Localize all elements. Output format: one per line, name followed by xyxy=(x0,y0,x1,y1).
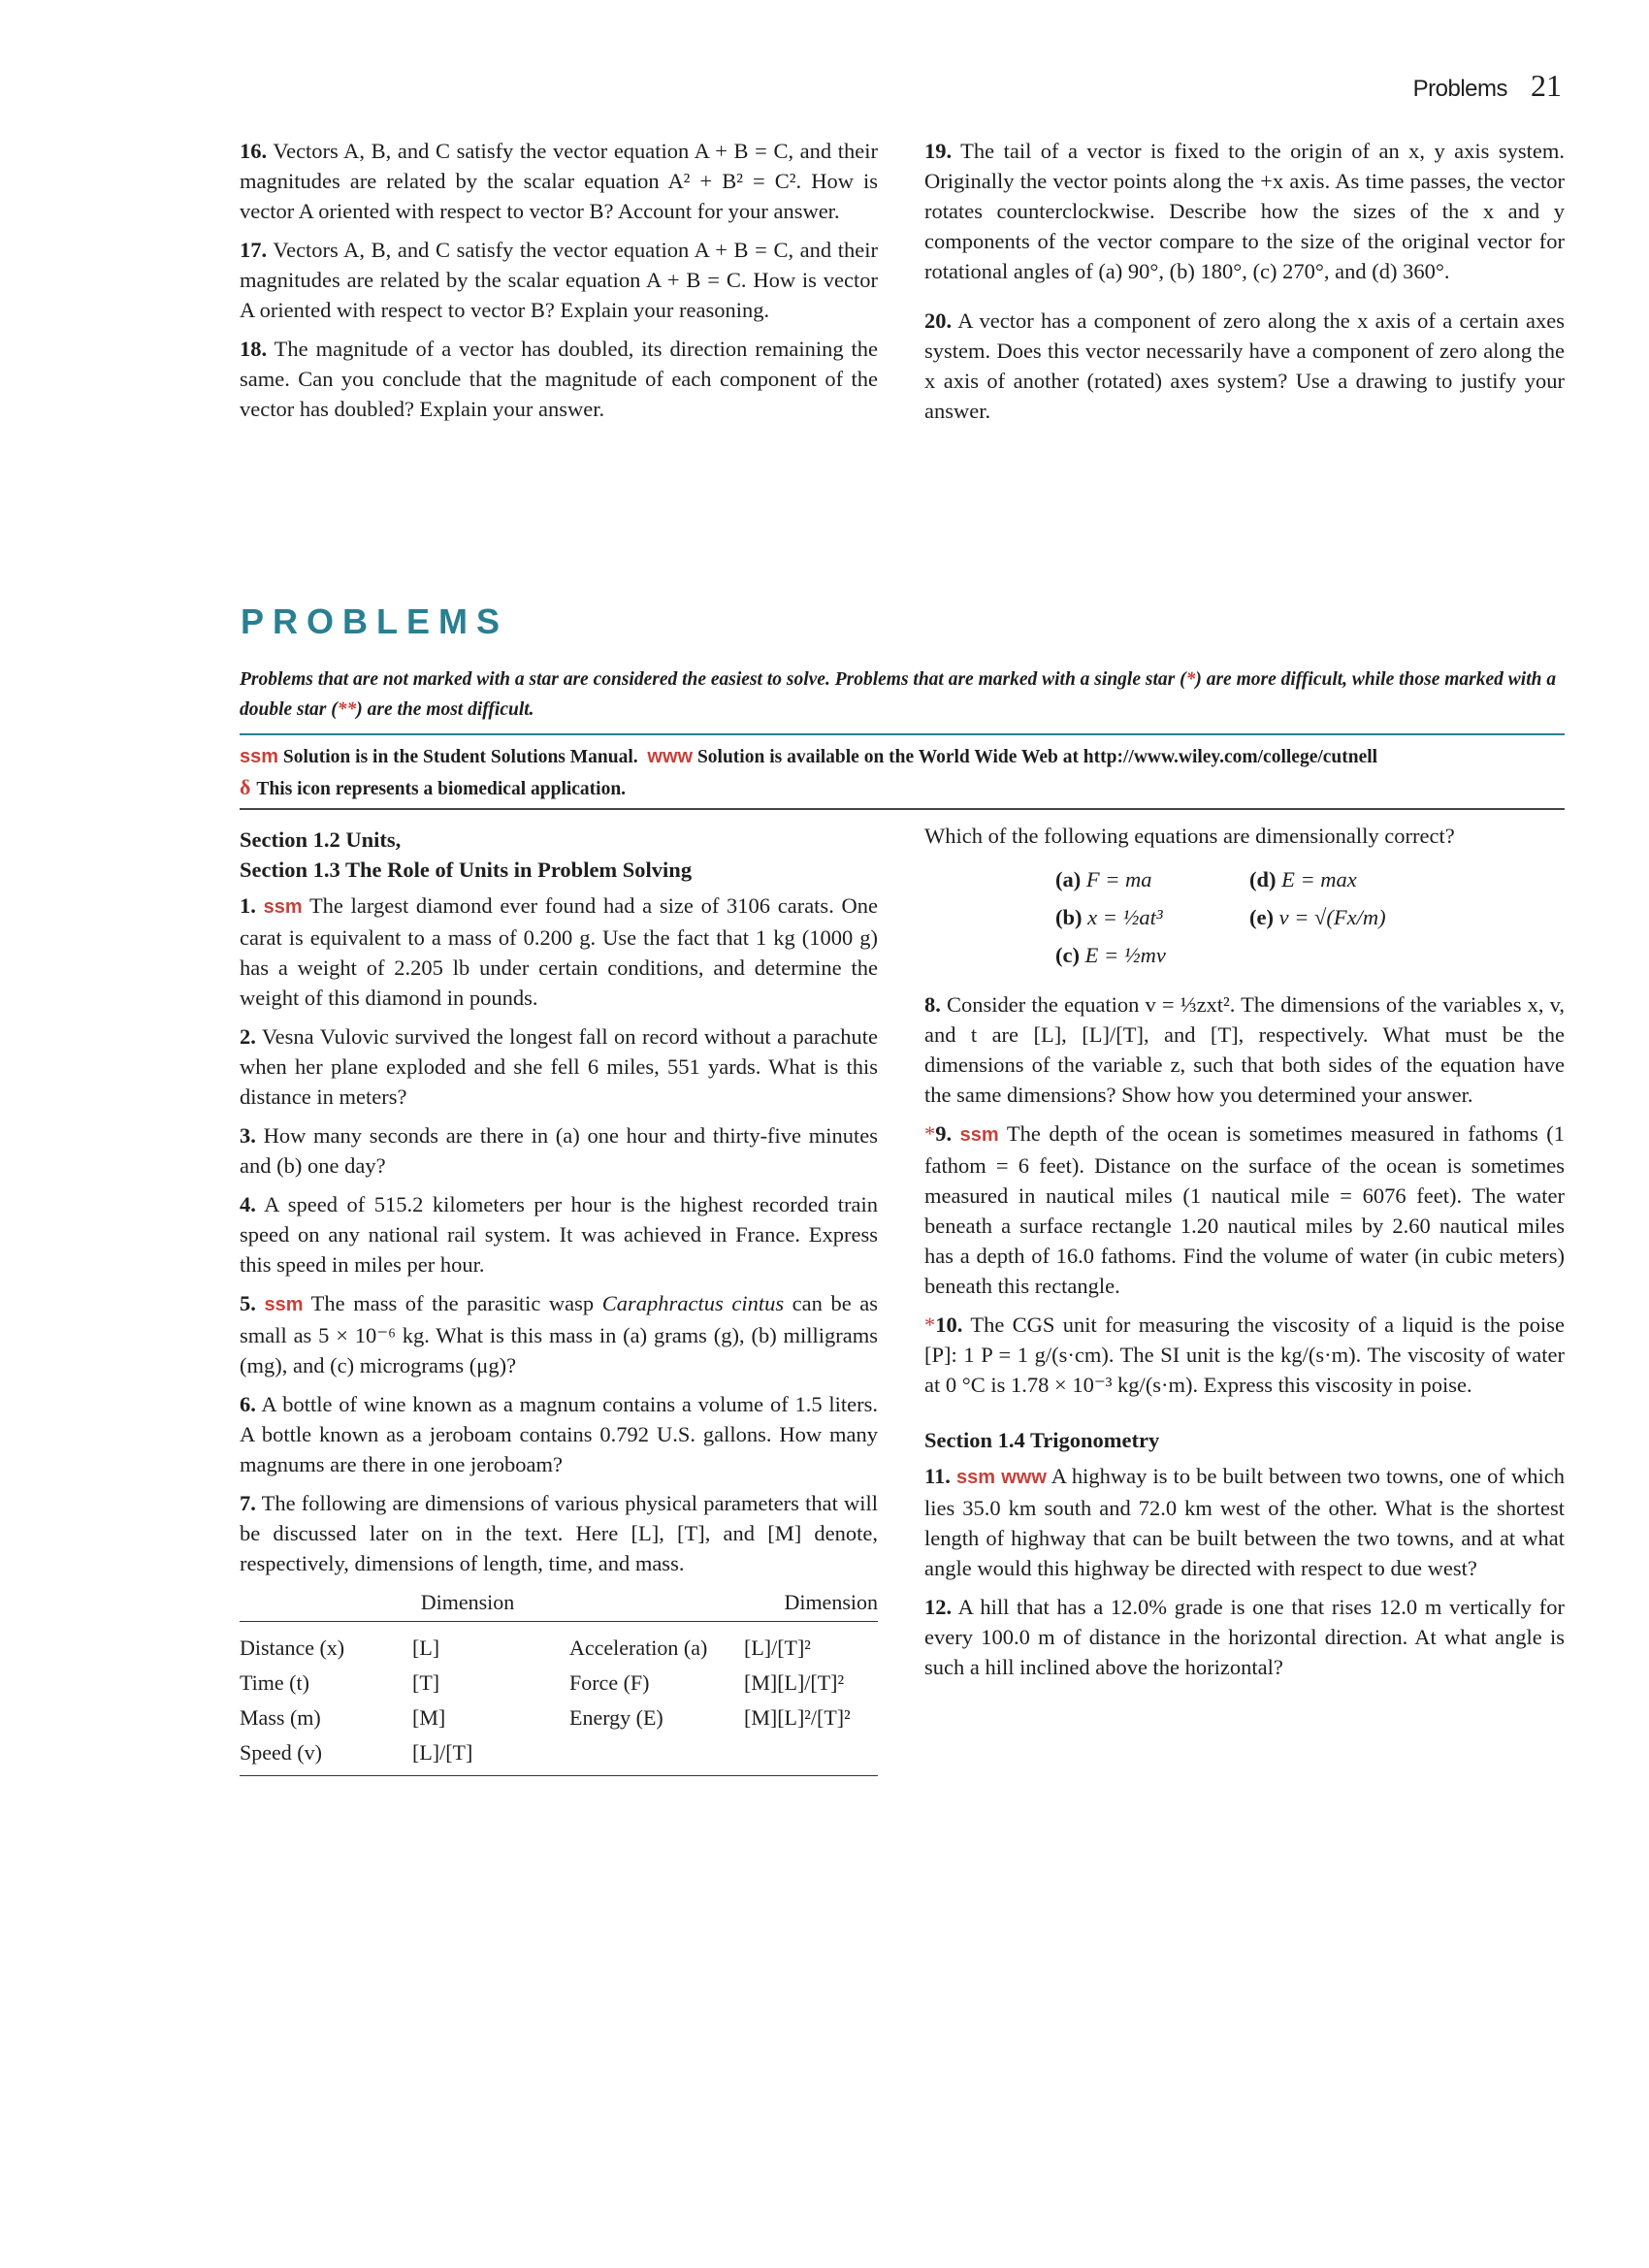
problem-10: *10. The CGS unit for measuring the viscosity of a liquid is the poise [P]: 1 P = 1 g/(s·cm). The SI unit is the kg/(s·m). The viscosity of water at 0 °C is 1.78 × 10⁻³ kg/(s·m). Express this viscosity in poise. xyxy=(924,1312,1565,1397)
problem-1: 1. ssm The largest diamond ever found had a size of 3106 carats. One carat is equivalent to a mass of 0.200 g. Use the fact that 1 kg (1000 g) has a weight of 2.205 lb under certain conditions, and determine the weight of this diamond in pounds. xyxy=(240,893,879,1010)
double-star-icon: ** xyxy=(337,699,357,720)
problem-7-question: Which of the following equations are dimensionally correct? xyxy=(924,824,1455,848)
question-18: 18. The magnitude of a vector has doubled, its direction remaining the same. Can you conclude that the magnitude of each component of the vector has doubled? Explain your answer. xyxy=(240,337,879,421)
equation-c: (c) E = ½mv xyxy=(1055,943,1166,967)
problem-2: 2. Vesna Vulovic survived the longest fall on record without a parachute when her plane exploded and she fell 6 miles, 551 yards. What is this distance in meters? xyxy=(240,1024,878,1109)
question-20: 20. A vector has a component of zero along the x axis of a certain axes system. Does this vector necessarily have a component of zero along the x axis of another (rotated) axes system? Use a drawing to justify your answer. xyxy=(924,308,1565,423)
question-17: 17. Vectors A, B, and C satisfy the vector equation A + B = C, and their magnitudes are related by the scalar equation A + B = C. How is vector A oriented with respect to vector B? Explain your reasoning. xyxy=(240,238,878,322)
legend-ssm-line: ssm Solution is in the Student Solutions Manual. www Solution is available on the World Wide Web at http://www.wiley.com/college/cutnell xyxy=(240,746,1378,767)
questions-right-column xyxy=(924,136,1565,435)
ssm-tag: ssm xyxy=(956,1467,996,1488)
legend-top-rule xyxy=(240,733,1565,735)
problem-8: 8. Consider the equation v = ⅓zxt². The dimensions of the variables x, v, and t are [L], [L]/[T], and [T], respectively. What must be the dimensions of the variable z, such that both sides of the equation have the same dimensions? Show how you determined your answer. xyxy=(924,992,1566,1107)
running-head xyxy=(1413,68,1562,104)
table-row: Time (t) [T] Force (F) [M][L]/[T]² xyxy=(240,1670,845,1695)
www-tag: www xyxy=(647,746,694,767)
legend-bottom-rule xyxy=(240,808,1565,810)
equation-a: (a) F = ma xyxy=(1055,867,1152,891)
ssm-tag: ssm xyxy=(240,746,279,767)
table-header: Dimension xyxy=(420,1590,515,1614)
problem-6: 6. A bottle of wine known as a magnum contains a volume of 1.5 liters. A bottle known as a jeroboam contains 0.792 U.S. gallons. How many magnums are there in one jeroboam? xyxy=(240,1392,878,1476)
equation-list xyxy=(1055,860,1565,974)
questions-left-column xyxy=(240,136,878,433)
star-icon: * xyxy=(924,1121,936,1146)
section-heading-units: Section 1.2 Units, Section 1.3 The Role of Units in Problem Solving xyxy=(240,827,693,882)
problem-3: 3. How many seconds are there in (a) one hour and thirty-five minutes and (b) one day? xyxy=(240,1123,879,1178)
ssm-tag: ssm xyxy=(959,1124,999,1146)
question-16: 16. Vectors A, B, and C satisfy the vector equation A + B = C, and their magnitudes are related by the scalar equation A² + B² = C². How is vector A oriented with respect to vector B? Account for your answer. xyxy=(240,139,878,223)
equation-b: (b) x = ½at³ xyxy=(1055,905,1163,929)
legend-bio-line: δ This icon represents a biomedical application. xyxy=(240,775,627,799)
star-icon: * xyxy=(924,1312,936,1337)
table-row: Mass (m) [M] Energy (E) [M][L]²/[T]² xyxy=(240,1705,851,1730)
problem-7: 7. The following are dimensions of various physical parameters that will be discussed later on in the text. Here [L], [T], and [M] denote, respectively, dimensions of length, time, and mass. xyxy=(240,1491,878,1575)
problem-11: 11. ssm www A highway is to be built between two towns, one of which lies 35.0 km south and 72.0 km west of the other. What is the shortest length of highway that can be built between the two towns, and at what angle would this highway be directed with respect to due west? xyxy=(924,1464,1566,1580)
dimension-table xyxy=(240,1582,878,1776)
difficulty-note: Problems that are not marked with a star are considered the easiest to solve. Problems that are marked with a single star (*) are more difficult, while those marked with a double star (**) are the most difficult. xyxy=(240,669,1557,720)
www-tag: www xyxy=(1001,1467,1047,1488)
table-row: Speed (v) [L]/[T] xyxy=(240,1740,473,1765)
problems-left-column xyxy=(240,825,878,1776)
table-header: Dimension xyxy=(784,1590,878,1614)
problem-12: 12. A hill that has a 12.0% grade is one that rises 12.0 m vertically for every 100.0 m of distance in the horizontal direction. At what angle is such a hill inclined above the horizontal? xyxy=(924,1595,1565,1679)
single-star-icon: * xyxy=(1185,669,1196,690)
equation-d: (d) E = max xyxy=(1249,867,1357,891)
legend xyxy=(240,742,1565,804)
running-head-label: Problems xyxy=(1412,76,1507,102)
table-row: Distance (x) [L] Acceleration (a) [L]/[T]² xyxy=(240,1636,811,1660)
problem-9: *9. ssm The depth of the ocean is sometimes measured in fathoms (1 fathom = 6 feet). Distance on the surface of the ocean is sometimes measured in nautical miles (1 nautical mile = 6076 feet). The water beneath a surface rectangle 1.20 nautical miles by 2.60 nautical miles has a depth of 16.0 fathoms. Find the volume of water (in cubic meters) beneath this rectangle. xyxy=(924,1121,1566,1298)
ssm-tag: ssm xyxy=(264,1294,304,1315)
problem-4: 4. A speed of 515.2 kilometers per hour is the highest recorded train speed on any national rail system. It was achieved in France. Express this speed in miles per hour. xyxy=(240,1192,878,1277)
ssm-tag: ssm xyxy=(263,896,303,918)
problems-heading: PROBLEMS xyxy=(241,601,509,641)
biomedical-icon: δ xyxy=(240,775,251,799)
page-number: 21 xyxy=(1531,68,1562,103)
question-19: 19. The tail of a vector is fixed to the origin of an x, y axis system. Originally the vector points along the +x axis. As time passes, the vector rotates counterclockwise. Describe how the sizes of the x and y components of the vector compare to the size of the original vector for rotational angles of (a) 90°, (b) 180°, (c) 270°, and (d) 360°. xyxy=(924,139,1565,283)
problem-5: 5. ssm The mass of the parasitic wasp Caraphractus cintus can be as small as 5 × 10⁻⁶ kg. What is this mass in (a) grams (g), (b) milligrams (mg), and (c) micrograms (μg)? xyxy=(240,1291,879,1377)
problems-right-column xyxy=(924,821,1565,1691)
equation-e: (e) v = √(Fx/m) xyxy=(1249,905,1386,929)
section-heading-trigonometry: Section 1.4 Trigonometry xyxy=(924,1428,1160,1452)
